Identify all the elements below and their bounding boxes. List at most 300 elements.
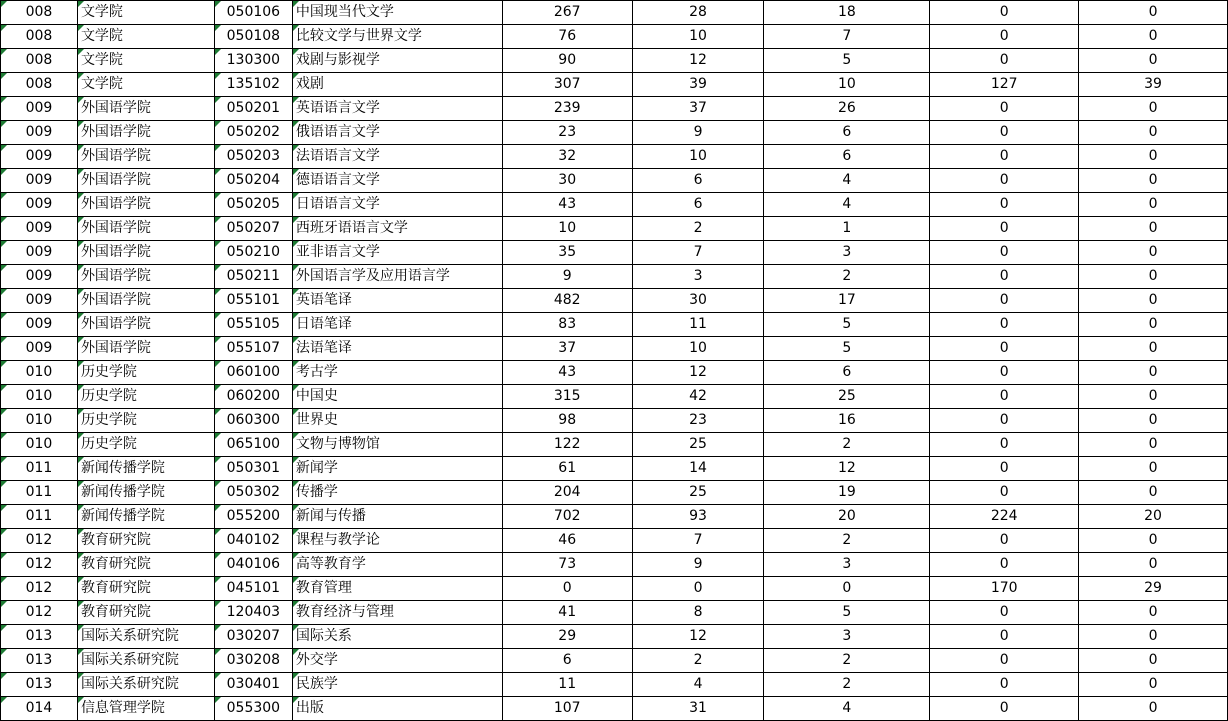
pro-admitted-cell[interactable]: 0 [1079, 265, 1228, 289]
major-code-cell[interactable]: 030401 [214, 673, 292, 697]
pro-admitted-cell[interactable]: 0 [1079, 601, 1228, 625]
admitted-cell[interactable]: 31 [632, 697, 764, 721]
admitted-cell[interactable]: 6 [632, 193, 764, 217]
dept-name-cell[interactable]: 新闻传播学院 [77, 505, 214, 529]
applicants-cell[interactable]: 46 [502, 529, 632, 553]
major-name-cell[interactable]: 戏剧 [292, 73, 502, 97]
recommended-cell[interactable]: 10 [764, 73, 930, 97]
dept-name-cell[interactable]: 外国语学院 [77, 217, 214, 241]
pro-applicants-cell[interactable]: 0 [930, 25, 1079, 49]
dept-name-cell[interactable]: 外国语学院 [77, 193, 214, 217]
pro-admitted-cell[interactable]: 0 [1079, 649, 1228, 673]
major-code-cell[interactable]: 050302 [214, 481, 292, 505]
applicants-cell[interactable]: 11 [502, 673, 632, 697]
major-code-cell[interactable]: 050204 [214, 169, 292, 193]
admitted-cell[interactable]: 12 [632, 625, 764, 649]
dept-code-cell[interactable]: 009 [1, 121, 78, 145]
pro-admitted-cell[interactable]: 0 [1079, 337, 1228, 361]
major-code-cell[interactable]: 130300 [214, 49, 292, 73]
admitted-cell[interactable]: 30 [632, 289, 764, 313]
pro-applicants-cell[interactable]: 0 [930, 49, 1079, 73]
major-code-cell[interactable]: 065100 [214, 433, 292, 457]
dept-name-cell[interactable]: 国际关系研究院 [77, 673, 214, 697]
major-code-cell[interactable]: 050205 [214, 193, 292, 217]
major-name-cell[interactable]: 新闻学 [292, 457, 502, 481]
dept-code-cell[interactable]: 010 [1, 433, 78, 457]
recommended-cell[interactable]: 3 [764, 625, 930, 649]
pro-applicants-cell[interactable]: 0 [930, 433, 1079, 457]
dept-name-cell[interactable]: 外国语学院 [77, 169, 214, 193]
pro-applicants-cell[interactable]: 0 [930, 193, 1079, 217]
major-name-cell[interactable]: 教育经济与管理 [292, 601, 502, 625]
dept-name-cell[interactable]: 教育研究院 [77, 553, 214, 577]
pro-applicants-cell[interactable]: 0 [930, 361, 1079, 385]
table-row [1, 169, 1228, 193]
pro-applicants-cell[interactable]: 0 [930, 97, 1079, 121]
major-code-cell[interactable]: 040106 [214, 553, 292, 577]
admitted-cell[interactable]: 28 [632, 1, 764, 25]
major-name-cell[interactable]: 日语笔译 [292, 313, 502, 337]
dept-code-cell[interactable]: 009 [1, 217, 78, 241]
admitted-cell[interactable]: 4 [632, 673, 764, 697]
admitted-cell[interactable]: 42 [632, 385, 764, 409]
table-row [1, 265, 1228, 289]
pro-applicants-cell[interactable]: 0 [930, 673, 1079, 697]
admitted-cell[interactable]: 9 [632, 553, 764, 577]
recommended-cell[interactable]: 5 [764, 313, 930, 337]
pro-applicants-cell[interactable]: 0 [930, 169, 1079, 193]
major-code-cell[interactable]: 055300 [214, 697, 292, 721]
pro-admitted-cell[interactable]: 0 [1079, 49, 1228, 73]
pro-applicants-cell[interactable]: 0 [930, 1, 1079, 25]
dept-code-cell[interactable]: 009 [1, 337, 78, 361]
major-code-cell[interactable]: 030208 [214, 649, 292, 673]
dept-code-cell[interactable]: 010 [1, 385, 78, 409]
dept-name-cell[interactable]: 外国语学院 [77, 97, 214, 121]
dept-name-cell[interactable]: 文学院 [77, 73, 214, 97]
pro-admitted-cell[interactable]: 0 [1079, 625, 1228, 649]
dept-code-cell[interactable]: 008 [1, 49, 78, 73]
recommended-cell[interactable]: 2 [764, 649, 930, 673]
recommended-cell[interactable]: 6 [764, 121, 930, 145]
applicants-cell[interactable]: 35 [502, 241, 632, 265]
table-row [1, 289, 1228, 313]
table-row [1, 481, 1228, 505]
pro-applicants-cell[interactable]: 0 [930, 529, 1079, 553]
major-code-cell[interactable]: 040102 [214, 529, 292, 553]
dept-name-cell[interactable]: 外国语学院 [77, 241, 214, 265]
table-row [1, 601, 1228, 625]
recommended-cell[interactable]: 2 [764, 529, 930, 553]
admitted-cell[interactable]: 10 [632, 337, 764, 361]
major-name-cell[interactable]: 外国语言学及应用语言学 [292, 265, 502, 289]
major-name-cell[interactable]: 传播学 [292, 481, 502, 505]
table-row [1, 73, 1228, 97]
dept-code-cell[interactable]: 009 [1, 241, 78, 265]
recommended-cell[interactable]: 4 [764, 193, 930, 217]
dept-name-cell[interactable]: 文学院 [77, 1, 214, 25]
applicants-cell[interactable]: 482 [502, 289, 632, 313]
recommended-cell[interactable]: 5 [764, 601, 930, 625]
major-code-cell[interactable]: 045101 [214, 577, 292, 601]
major-name-cell[interactable]: 亚非语言文学 [292, 241, 502, 265]
dept-name-cell[interactable]: 国际关系研究院 [77, 625, 214, 649]
pro-applicants-cell[interactable]: 0 [930, 385, 1079, 409]
major-code-cell[interactable]: 050201 [214, 97, 292, 121]
dept-code-cell[interactable]: 010 [1, 409, 78, 433]
admitted-cell[interactable]: 23 [632, 409, 764, 433]
recommended-cell[interactable]: 5 [764, 337, 930, 361]
dept-name-cell[interactable]: 历史学院 [77, 361, 214, 385]
dept-name-cell[interactable]: 外国语学院 [77, 145, 214, 169]
pro-admitted-cell[interactable]: 0 [1079, 313, 1228, 337]
major-name-cell[interactable]: 德语语言文学 [292, 169, 502, 193]
major-code-cell[interactable]: 050108 [214, 25, 292, 49]
admitted-cell[interactable]: 25 [632, 433, 764, 457]
dept-name-cell[interactable]: 新闻传播学院 [77, 481, 214, 505]
admitted-cell[interactable]: 10 [632, 145, 764, 169]
applicants-cell[interactable]: 30 [502, 169, 632, 193]
table-row [1, 625, 1228, 649]
admitted-cell[interactable]: 37 [632, 97, 764, 121]
dept-code-cell[interactable]: 011 [1, 481, 78, 505]
major-code-cell[interactable]: 055200 [214, 505, 292, 529]
pro-admitted-cell[interactable]: 0 [1079, 361, 1228, 385]
dept-code-cell[interactable]: 009 [1, 193, 78, 217]
dept-code-cell[interactable]: 011 [1, 457, 78, 481]
admitted-cell[interactable]: 39 [632, 73, 764, 97]
pro-applicants-cell[interactable]: 0 [930, 457, 1079, 481]
table-row [1, 433, 1228, 457]
admitted-cell[interactable]: 93 [632, 505, 764, 529]
pro-admitted-cell[interactable]: 29 [1079, 577, 1228, 601]
dept-name-cell[interactable]: 历史学院 [77, 409, 214, 433]
table-row [1, 505, 1228, 529]
recommended-cell[interactable]: 18 [764, 1, 930, 25]
admitted-cell[interactable]: 10 [632, 25, 764, 49]
major-code-cell[interactable]: 060300 [214, 409, 292, 433]
pro-applicants-cell[interactable]: 0 [930, 601, 1079, 625]
admitted-cell[interactable]: 12 [632, 49, 764, 73]
table-body [1, 1, 1228, 721]
dept-name-cell[interactable]: 外国语学院 [77, 265, 214, 289]
dept-name-cell[interactable]: 教育研究院 [77, 601, 214, 625]
recommended-cell[interactable]: 7 [764, 25, 930, 49]
table-row [1, 313, 1228, 337]
applicants-cell[interactable]: 29 [502, 625, 632, 649]
pro-applicants-cell[interactable]: 0 [930, 409, 1079, 433]
table-row [1, 1, 1228, 25]
major-code-cell[interactable]: 050211 [214, 265, 292, 289]
dept-code-cell[interactable]: 014 [1, 697, 78, 721]
major-name-cell[interactable]: 国际关系 [292, 625, 502, 649]
pro-applicants-cell[interactable]: 224 [930, 505, 1079, 529]
recommended-cell[interactable]: 2 [764, 433, 930, 457]
applicants-cell[interactable]: 702 [502, 505, 632, 529]
applicants-cell[interactable]: 73 [502, 553, 632, 577]
major-code-cell[interactable]: 050202 [214, 121, 292, 145]
table-row [1, 25, 1228, 49]
applicants-cell[interactable]: 37 [502, 337, 632, 361]
major-name-cell[interactable]: 西班牙语语言文学 [292, 217, 502, 241]
major-name-cell[interactable]: 英语笔译 [292, 289, 502, 313]
major-name-cell[interactable]: 日语语言文学 [292, 193, 502, 217]
major-code-cell[interactable]: 050301 [214, 457, 292, 481]
dept-code-cell[interactable]: 008 [1, 25, 78, 49]
admitted-cell[interactable]: 8 [632, 601, 764, 625]
applicants-cell[interactable]: 41 [502, 601, 632, 625]
dept-code-cell[interactable]: 011 [1, 505, 78, 529]
applicants-cell[interactable]: 83 [502, 313, 632, 337]
table-row [1, 217, 1228, 241]
applicants-cell[interactable]: 307 [502, 73, 632, 97]
pro-applicants-cell[interactable]: 0 [930, 121, 1079, 145]
major-name-cell[interactable]: 出版 [292, 697, 502, 721]
major-name-cell[interactable]: 考古学 [292, 361, 502, 385]
recommended-cell[interactable]: 4 [764, 169, 930, 193]
major-code-cell[interactable]: 060100 [214, 361, 292, 385]
admitted-cell[interactable]: 11 [632, 313, 764, 337]
dept-code-cell[interactable]: 008 [1, 73, 78, 97]
recommended-cell[interactable]: 20 [764, 505, 930, 529]
admitted-cell[interactable]: 14 [632, 457, 764, 481]
recommended-cell[interactable]: 3 [764, 241, 930, 265]
recommended-cell[interactable]: 0 [764, 577, 930, 601]
dept-code-cell[interactable]: 009 [1, 265, 78, 289]
pro-admitted-cell[interactable]: 0 [1079, 409, 1228, 433]
major-name-cell[interactable]: 世界史 [292, 409, 502, 433]
recommended-cell[interactable]: 4 [764, 697, 930, 721]
major-name-cell[interactable]: 课程与教学论 [292, 529, 502, 553]
applicants-cell[interactable]: 10 [502, 217, 632, 241]
applicants-cell[interactable]: 23 [502, 121, 632, 145]
pro-admitted-cell[interactable]: 0 [1079, 673, 1228, 697]
dept-code-cell[interactable]: 009 [1, 289, 78, 313]
applicants-cell[interactable]: 267 [502, 1, 632, 25]
major-name-cell[interactable]: 中国现当代文学 [292, 1, 502, 25]
pro-admitted-cell[interactable]: 0 [1079, 457, 1228, 481]
dept-code-cell[interactable]: 012 [1, 529, 78, 553]
major-name-cell[interactable]: 比较文学与世界文学 [292, 25, 502, 49]
major-code-cell[interactable]: 050210 [214, 241, 292, 265]
applicants-cell[interactable]: 6 [502, 649, 632, 673]
admitted-cell[interactable]: 7 [632, 241, 764, 265]
pro-applicants-cell[interactable]: 127 [930, 73, 1079, 97]
admitted-cell[interactable]: 7 [632, 529, 764, 553]
table-row [1, 577, 1228, 601]
pro-admitted-cell[interactable]: 0 [1079, 121, 1228, 145]
dept-name-cell[interactable]: 历史学院 [77, 385, 214, 409]
admitted-cell[interactable]: 12 [632, 361, 764, 385]
admitted-cell[interactable]: 25 [632, 481, 764, 505]
recommended-cell[interactable]: 6 [764, 145, 930, 169]
applicants-cell[interactable]: 0 [502, 577, 632, 601]
major-code-cell[interactable]: 055105 [214, 313, 292, 337]
pro-admitted-cell[interactable]: 0 [1079, 529, 1228, 553]
dept-code-cell[interactable]: 009 [1, 313, 78, 337]
admitted-cell[interactable]: 0 [632, 577, 764, 601]
applicants-cell[interactable]: 9 [502, 265, 632, 289]
major-name-cell[interactable]: 英语语言文学 [292, 97, 502, 121]
dept-name-cell[interactable]: 历史学院 [77, 433, 214, 457]
pro-admitted-cell[interactable]: 0 [1079, 217, 1228, 241]
dept-code-cell[interactable]: 009 [1, 145, 78, 169]
pro-admitted-cell[interactable]: 0 [1079, 433, 1228, 457]
major-name-cell[interactable]: 戏剧与影视学 [292, 49, 502, 73]
admitted-cell[interactable]: 2 [632, 649, 764, 673]
recommended-cell[interactable]: 26 [764, 97, 930, 121]
pro-applicants-cell[interactable]: 0 [930, 649, 1079, 673]
applicants-cell[interactable]: 98 [502, 409, 632, 433]
recommended-cell[interactable]: 6 [764, 361, 930, 385]
pro-admitted-cell[interactable]: 39 [1079, 73, 1228, 97]
dept-code-cell[interactable]: 012 [1, 553, 78, 577]
dept-name-cell[interactable]: 外国语学院 [77, 337, 214, 361]
dept-code-cell[interactable]: 008 [1, 1, 78, 25]
pro-admitted-cell[interactable]: 0 [1079, 169, 1228, 193]
major-name-cell[interactable]: 外交学 [292, 649, 502, 673]
major-name-cell[interactable]: 法语语言文学 [292, 145, 502, 169]
dept-name-cell[interactable]: 教育研究院 [77, 529, 214, 553]
recommended-cell[interactable]: 1 [764, 217, 930, 241]
dept-name-cell[interactable]: 新闻传播学院 [77, 457, 214, 481]
dept-name-cell[interactable]: 外国语学院 [77, 289, 214, 313]
table-row [1, 193, 1228, 217]
applicants-cell[interactable]: 107 [502, 697, 632, 721]
recommended-cell[interactable]: 5 [764, 49, 930, 73]
major-name-cell[interactable]: 中国史 [292, 385, 502, 409]
pro-applicants-cell[interactable]: 170 [930, 577, 1079, 601]
major-code-cell[interactable]: 050106 [214, 1, 292, 25]
dept-name-cell[interactable]: 外国语学院 [77, 313, 214, 337]
pro-applicants-cell[interactable]: 0 [930, 289, 1079, 313]
major-code-cell[interactable]: 135102 [214, 73, 292, 97]
table-row [1, 385, 1228, 409]
table-row [1, 409, 1228, 433]
pro-admitted-cell[interactable]: 0 [1079, 289, 1228, 313]
dept-name-cell[interactable]: 教育研究院 [77, 577, 214, 601]
table-row [1, 49, 1228, 73]
recommended-cell[interactable]: 17 [764, 289, 930, 313]
pro-admitted-cell[interactable]: 0 [1079, 1, 1228, 25]
applicants-cell[interactable]: 122 [502, 433, 632, 457]
pro-applicants-cell[interactable]: 0 [930, 241, 1079, 265]
applicants-cell[interactable]: 90 [502, 49, 632, 73]
table-row [1, 673, 1228, 697]
pro-admitted-cell[interactable]: 0 [1079, 553, 1228, 577]
pro-applicants-cell[interactable]: 0 [930, 553, 1079, 577]
pro-applicants-cell[interactable]: 0 [930, 625, 1079, 649]
dept-code-cell[interactable]: 013 [1, 673, 78, 697]
pro-admitted-cell[interactable]: 0 [1079, 193, 1228, 217]
table-row [1, 529, 1228, 553]
admitted-cell[interactable]: 2 [632, 217, 764, 241]
admitted-cell[interactable]: 3 [632, 265, 764, 289]
table-row [1, 457, 1228, 481]
pro-admitted-cell[interactable]: 20 [1079, 505, 1228, 529]
recommended-cell[interactable]: 16 [764, 409, 930, 433]
recommended-cell[interactable]: 12 [764, 457, 930, 481]
table-row [1, 121, 1228, 145]
pro-applicants-cell[interactable]: 0 [930, 481, 1079, 505]
pro-admitted-cell[interactable]: 0 [1079, 241, 1228, 265]
pro-admitted-cell[interactable]: 0 [1079, 481, 1228, 505]
table-row [1, 337, 1228, 361]
applicants-cell[interactable]: 204 [502, 481, 632, 505]
admitted-cell[interactable]: 6 [632, 169, 764, 193]
table-row [1, 145, 1228, 169]
dept-code-cell[interactable]: 013 [1, 649, 78, 673]
applicants-cell[interactable]: 32 [502, 145, 632, 169]
major-name-cell[interactable]: 民族学 [292, 673, 502, 697]
pro-admitted-cell[interactable]: 0 [1079, 25, 1228, 49]
pro-applicants-cell[interactable]: 0 [930, 313, 1079, 337]
major-name-cell[interactable]: 新闻与传播 [292, 505, 502, 529]
major-name-cell[interactable]: 俄语语言文学 [292, 121, 502, 145]
dept-code-cell[interactable]: 010 [1, 361, 78, 385]
major-code-cell[interactable]: 120403 [214, 601, 292, 625]
table-row [1, 553, 1228, 577]
pro-applicants-cell[interactable]: 0 [930, 337, 1079, 361]
pro-admitted-cell[interactable]: 0 [1079, 97, 1228, 121]
recommended-cell[interactable]: 2 [764, 673, 930, 697]
table-row [1, 361, 1228, 385]
applicants-cell[interactable]: 43 [502, 361, 632, 385]
pro-applicants-cell[interactable]: 0 [930, 217, 1079, 241]
major-name-cell[interactable]: 法语笔译 [292, 337, 502, 361]
recommended-cell[interactable]: 2 [764, 265, 930, 289]
applicants-cell[interactable]: 43 [502, 193, 632, 217]
pro-admitted-cell[interactable]: 0 [1079, 145, 1228, 169]
dept-code-cell[interactable]: 013 [1, 625, 78, 649]
major-name-cell[interactable]: 文物与博物馆 [292, 433, 502, 457]
recommended-cell[interactable]: 3 [764, 553, 930, 577]
dept-name-cell[interactable]: 文学院 [77, 25, 214, 49]
dept-code-cell[interactable]: 009 [1, 97, 78, 121]
major-code-cell[interactable]: 050203 [214, 145, 292, 169]
table-row [1, 241, 1228, 265]
admitted-cell[interactable]: 9 [632, 121, 764, 145]
major-code-cell[interactable]: 030207 [214, 625, 292, 649]
recommended-cell[interactable]: 25 [764, 385, 930, 409]
pro-admitted-cell[interactable]: 0 [1079, 385, 1228, 409]
major-name-cell[interactable]: 教育管理 [292, 577, 502, 601]
applicants-cell[interactable]: 61 [502, 457, 632, 481]
applicants-cell[interactable]: 315 [502, 385, 632, 409]
dept-name-cell[interactable]: 信息管理学院 [77, 697, 214, 721]
dept-name-cell[interactable]: 外国语学院 [77, 121, 214, 145]
major-name-cell[interactable]: 高等教育学 [292, 553, 502, 577]
table-row [1, 697, 1228, 721]
major-code-cell[interactable]: 055107 [214, 337, 292, 361]
dept-code-cell[interactable]: 012 [1, 601, 78, 625]
recommended-cell[interactable]: 19 [764, 481, 930, 505]
pro-applicants-cell[interactable]: 0 [930, 265, 1079, 289]
table-row [1, 97, 1228, 121]
major-code-cell[interactable]: 050207 [214, 217, 292, 241]
applicants-cell[interactable]: 76 [502, 25, 632, 49]
applicants-cell[interactable]: 239 [502, 97, 632, 121]
pro-applicants-cell[interactable]: 0 [930, 697, 1079, 721]
major-code-cell[interactable]: 055101 [214, 289, 292, 313]
dept-code-cell[interactable]: 012 [1, 577, 78, 601]
pro-applicants-cell[interactable]: 0 [930, 145, 1079, 169]
dept-name-cell[interactable]: 国际关系研究院 [77, 649, 214, 673]
dept-code-cell[interactable]: 009 [1, 169, 78, 193]
dept-name-cell[interactable]: 文学院 [77, 49, 214, 73]
major-code-cell[interactable]: 060200 [214, 385, 292, 409]
pro-admitted-cell[interactable]: 0 [1079, 697, 1228, 721]
